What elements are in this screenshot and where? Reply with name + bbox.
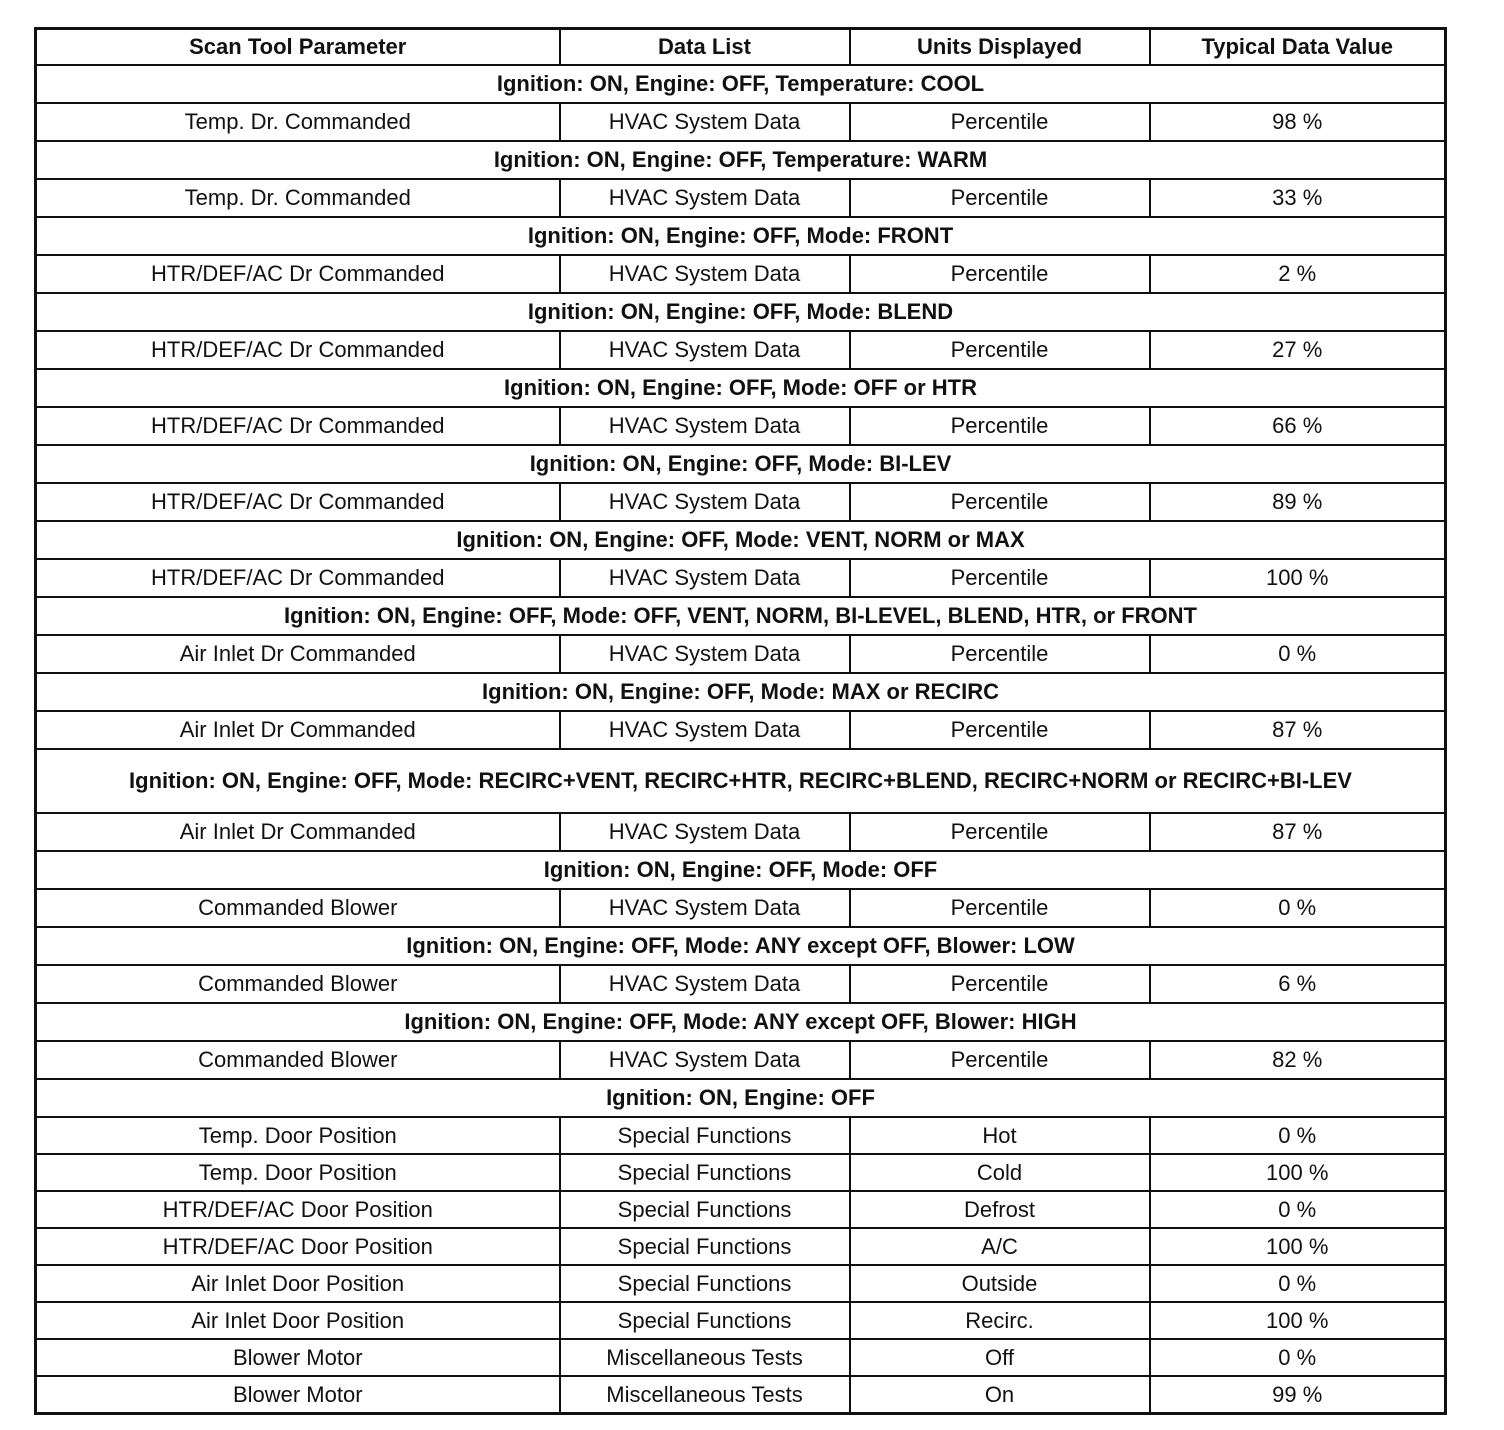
table-row xyxy=(36,1339,1446,1376)
cell-typical-data-value: 0 % xyxy=(1150,1339,1446,1376)
condition-row xyxy=(36,749,1446,813)
cell-typical-data-value: 100 % xyxy=(1150,1302,1446,1339)
table-row xyxy=(36,179,1446,217)
cell-scan-tool-parameter: HTR/DEF/AC Dr Commanded xyxy=(36,255,560,293)
cell-units-displayed: Percentile xyxy=(850,813,1150,851)
cell-scan-tool-parameter: HTR/DEF/AC Dr Commanded xyxy=(36,559,560,597)
cell-scan-tool-parameter: Blower Motor xyxy=(36,1339,560,1376)
cell-scan-tool-parameter: Commanded Blower xyxy=(36,889,560,927)
cell-typical-data-value: 66 % xyxy=(1150,407,1446,445)
cell-data-list: Special Functions xyxy=(560,1302,850,1339)
table-row xyxy=(36,1041,1446,1079)
cell-scan-tool-parameter: Commanded Blower xyxy=(36,1041,560,1079)
cell-data-list: Miscellaneous Tests xyxy=(560,1339,850,1376)
condition-label: Ignition: ON, Engine: OFF, Mode: ANY except OFF, Blower: LOW xyxy=(36,927,1446,965)
condition-row xyxy=(36,597,1446,635)
cell-data-list: HVAC System Data xyxy=(560,813,850,851)
table-row xyxy=(36,483,1446,521)
cell-units-displayed: Percentile xyxy=(850,179,1150,217)
table-row xyxy=(36,1265,1446,1302)
cell-units-displayed: Recirc. xyxy=(850,1302,1150,1339)
table-row xyxy=(36,255,1446,293)
cell-typical-data-value: 33 % xyxy=(1150,179,1446,217)
condition-label: Ignition: ON, Engine: OFF, Mode: OFF xyxy=(36,851,1446,889)
cell-units-displayed: Outside xyxy=(850,1265,1150,1302)
condition-row xyxy=(36,1079,1446,1117)
cell-data-list: HVAC System Data xyxy=(560,711,850,749)
cell-data-list: Special Functions xyxy=(560,1154,850,1191)
cell-scan-tool-parameter: Air Inlet Door Position xyxy=(36,1265,560,1302)
table-row xyxy=(36,1376,1446,1414)
cell-units-displayed: Percentile xyxy=(850,331,1150,369)
cell-data-list: Special Functions xyxy=(560,1191,850,1228)
condition-row xyxy=(36,927,1446,965)
cell-units-displayed: Defrost xyxy=(850,1191,1150,1228)
condition-label: Ignition: ON, Engine: OFF, Mode: RECIRC+VENT, RECIRC+HTR, RECIRC+BLEND, RECIRC+NORM or RECIRC+BI-LEV xyxy=(36,749,1446,813)
table-row xyxy=(36,1154,1446,1191)
cell-typical-data-value: 2 % xyxy=(1150,255,1446,293)
cell-typical-data-value: 0 % xyxy=(1150,635,1446,673)
cell-units-displayed: Percentile xyxy=(850,711,1150,749)
condition-label: Ignition: ON, Engine: OFF, Mode: FRONT xyxy=(36,217,1446,255)
scan-tool-data-table xyxy=(34,27,1447,1415)
table-body xyxy=(36,65,1446,1414)
cell-scan-tool-parameter: Temp. Dr. Commanded xyxy=(36,103,560,141)
cell-units-displayed: Percentile xyxy=(850,635,1150,673)
header-data-list: Data List xyxy=(560,29,850,66)
table-row xyxy=(36,331,1446,369)
cell-units-displayed: Percentile xyxy=(850,559,1150,597)
cell-scan-tool-parameter: HTR/DEF/AC Dr Commanded xyxy=(36,407,560,445)
table-row xyxy=(36,635,1446,673)
cell-typical-data-value: 82 % xyxy=(1150,1041,1446,1079)
cell-units-displayed: A/C xyxy=(850,1228,1150,1265)
cell-data-list: HVAC System Data xyxy=(560,483,850,521)
table-row xyxy=(36,103,1446,141)
cell-scan-tool-parameter: HTR/DEF/AC Dr Commanded xyxy=(36,483,560,521)
condition-row xyxy=(36,851,1446,889)
condition-row xyxy=(36,521,1446,559)
condition-row xyxy=(36,445,1446,483)
header-scan-tool-parameter: Scan Tool Parameter xyxy=(36,29,560,66)
condition-row xyxy=(36,1003,1446,1041)
condition-row xyxy=(36,141,1446,179)
condition-label: Ignition: ON, Engine: OFF, Temperature: WARM xyxy=(36,141,1446,179)
cell-data-list: HVAC System Data xyxy=(560,331,850,369)
cell-data-list: HVAC System Data xyxy=(560,889,850,927)
table-row xyxy=(36,813,1446,851)
cell-scan-tool-parameter: Air Inlet Dr Commanded xyxy=(36,635,560,673)
cell-typical-data-value: 100 % xyxy=(1150,1154,1446,1191)
condition-label: Ignition: ON, Engine: OFF, Mode: ANY except OFF, Blower: HIGH xyxy=(36,1003,1446,1041)
table-row xyxy=(36,1191,1446,1228)
cell-typical-data-value: 6 % xyxy=(1150,965,1446,1003)
cell-units-displayed: Off xyxy=(850,1339,1150,1376)
cell-scan-tool-parameter: Temp. Dr. Commanded xyxy=(36,179,560,217)
condition-row xyxy=(36,65,1446,103)
cell-typical-data-value: 100 % xyxy=(1150,1228,1446,1265)
condition-row xyxy=(36,217,1446,255)
condition-label: Ignition: ON, Engine: OFF, Mode: BI-LEV xyxy=(36,445,1446,483)
condition-label: Ignition: ON, Engine: OFF, Mode: BLEND xyxy=(36,293,1446,331)
cell-scan-tool-parameter: HTR/DEF/AC Door Position xyxy=(36,1228,560,1265)
cell-typical-data-value: 0 % xyxy=(1150,1191,1446,1228)
cell-typical-data-value: 0 % xyxy=(1150,1117,1446,1154)
table-row xyxy=(36,889,1446,927)
cell-typical-data-value: 100 % xyxy=(1150,559,1446,597)
cell-typical-data-value: 0 % xyxy=(1150,889,1446,927)
table-row xyxy=(36,559,1446,597)
cell-data-list: HVAC System Data xyxy=(560,635,850,673)
condition-row xyxy=(36,369,1446,407)
cell-scan-tool-parameter: HTR/DEF/AC Door Position xyxy=(36,1191,560,1228)
cell-scan-tool-parameter: Air Inlet Door Position xyxy=(36,1302,560,1339)
cell-units-displayed: On xyxy=(850,1376,1150,1414)
cell-scan-tool-parameter: Temp. Door Position xyxy=(36,1154,560,1191)
cell-data-list: Special Functions xyxy=(560,1228,850,1265)
cell-typical-data-value: 98 % xyxy=(1150,103,1446,141)
cell-data-list: HVAC System Data xyxy=(560,255,850,293)
condition-row xyxy=(36,673,1446,711)
cell-data-list: HVAC System Data xyxy=(560,407,850,445)
table-header-row xyxy=(36,29,1446,66)
cell-data-list: Miscellaneous Tests xyxy=(560,1376,850,1414)
table-row xyxy=(36,1228,1446,1265)
table-row xyxy=(36,1117,1446,1154)
cell-data-list: HVAC System Data xyxy=(560,179,850,217)
cell-scan-tool-parameter: HTR/DEF/AC Dr Commanded xyxy=(36,331,560,369)
cell-typical-data-value: 87 % xyxy=(1150,813,1446,851)
header-typical-data-value: Typical Data Value xyxy=(1150,29,1446,66)
table-row xyxy=(36,1302,1446,1339)
condition-label: Ignition: ON, Engine: OFF, Mode: VENT, NORM or MAX xyxy=(36,521,1446,559)
cell-units-displayed: Hot xyxy=(850,1117,1150,1154)
cell-data-list: HVAC System Data xyxy=(560,103,850,141)
cell-units-displayed: Cold xyxy=(850,1154,1150,1191)
cell-units-displayed: Percentile xyxy=(850,483,1150,521)
cell-data-list: Special Functions xyxy=(560,1117,850,1154)
condition-label: Ignition: ON, Engine: OFF, Mode: OFF, VENT, NORM, BI-LEVEL, BLEND, HTR, or FRONT xyxy=(36,597,1446,635)
cell-typical-data-value: 99 % xyxy=(1150,1376,1446,1414)
cell-scan-tool-parameter: Blower Motor xyxy=(36,1376,560,1414)
table-row xyxy=(36,711,1446,749)
condition-label: Ignition: ON, Engine: OFF, Temperature: COOL xyxy=(36,65,1446,103)
cell-scan-tool-parameter: Air Inlet Dr Commanded xyxy=(36,813,560,851)
cell-scan-tool-parameter: Temp. Door Position xyxy=(36,1117,560,1154)
cell-typical-data-value: 0 % xyxy=(1150,1265,1446,1302)
condition-label: Ignition: ON, Engine: OFF, Mode: MAX or RECIRC xyxy=(36,673,1446,711)
cell-units-displayed: Percentile xyxy=(850,407,1150,445)
cell-typical-data-value: 87 % xyxy=(1150,711,1446,749)
cell-units-displayed: Percentile xyxy=(850,1041,1150,1079)
table-row xyxy=(36,965,1446,1003)
condition-row xyxy=(36,293,1446,331)
cell-units-displayed: Percentile xyxy=(850,255,1150,293)
table-row xyxy=(36,407,1446,445)
cell-data-list: HVAC System Data xyxy=(560,965,850,1003)
cell-units-displayed: Percentile xyxy=(850,965,1150,1003)
cell-typical-data-value: 89 % xyxy=(1150,483,1446,521)
cell-typical-data-value: 27 % xyxy=(1150,331,1446,369)
cell-data-list: HVAC System Data xyxy=(560,1041,850,1079)
cell-scan-tool-parameter: Air Inlet Dr Commanded xyxy=(36,711,560,749)
cell-units-displayed: Percentile xyxy=(850,889,1150,927)
condition-label: Ignition: ON, Engine: OFF, Mode: OFF or HTR xyxy=(36,369,1446,407)
cell-scan-tool-parameter: Commanded Blower xyxy=(36,965,560,1003)
cell-data-list: HVAC System Data xyxy=(560,559,850,597)
cell-data-list: Special Functions xyxy=(560,1265,850,1302)
cell-units-displayed: Percentile xyxy=(850,103,1150,141)
header-units-displayed: Units Displayed xyxy=(850,29,1150,66)
condition-label: Ignition: ON, Engine: OFF xyxy=(36,1079,1446,1117)
